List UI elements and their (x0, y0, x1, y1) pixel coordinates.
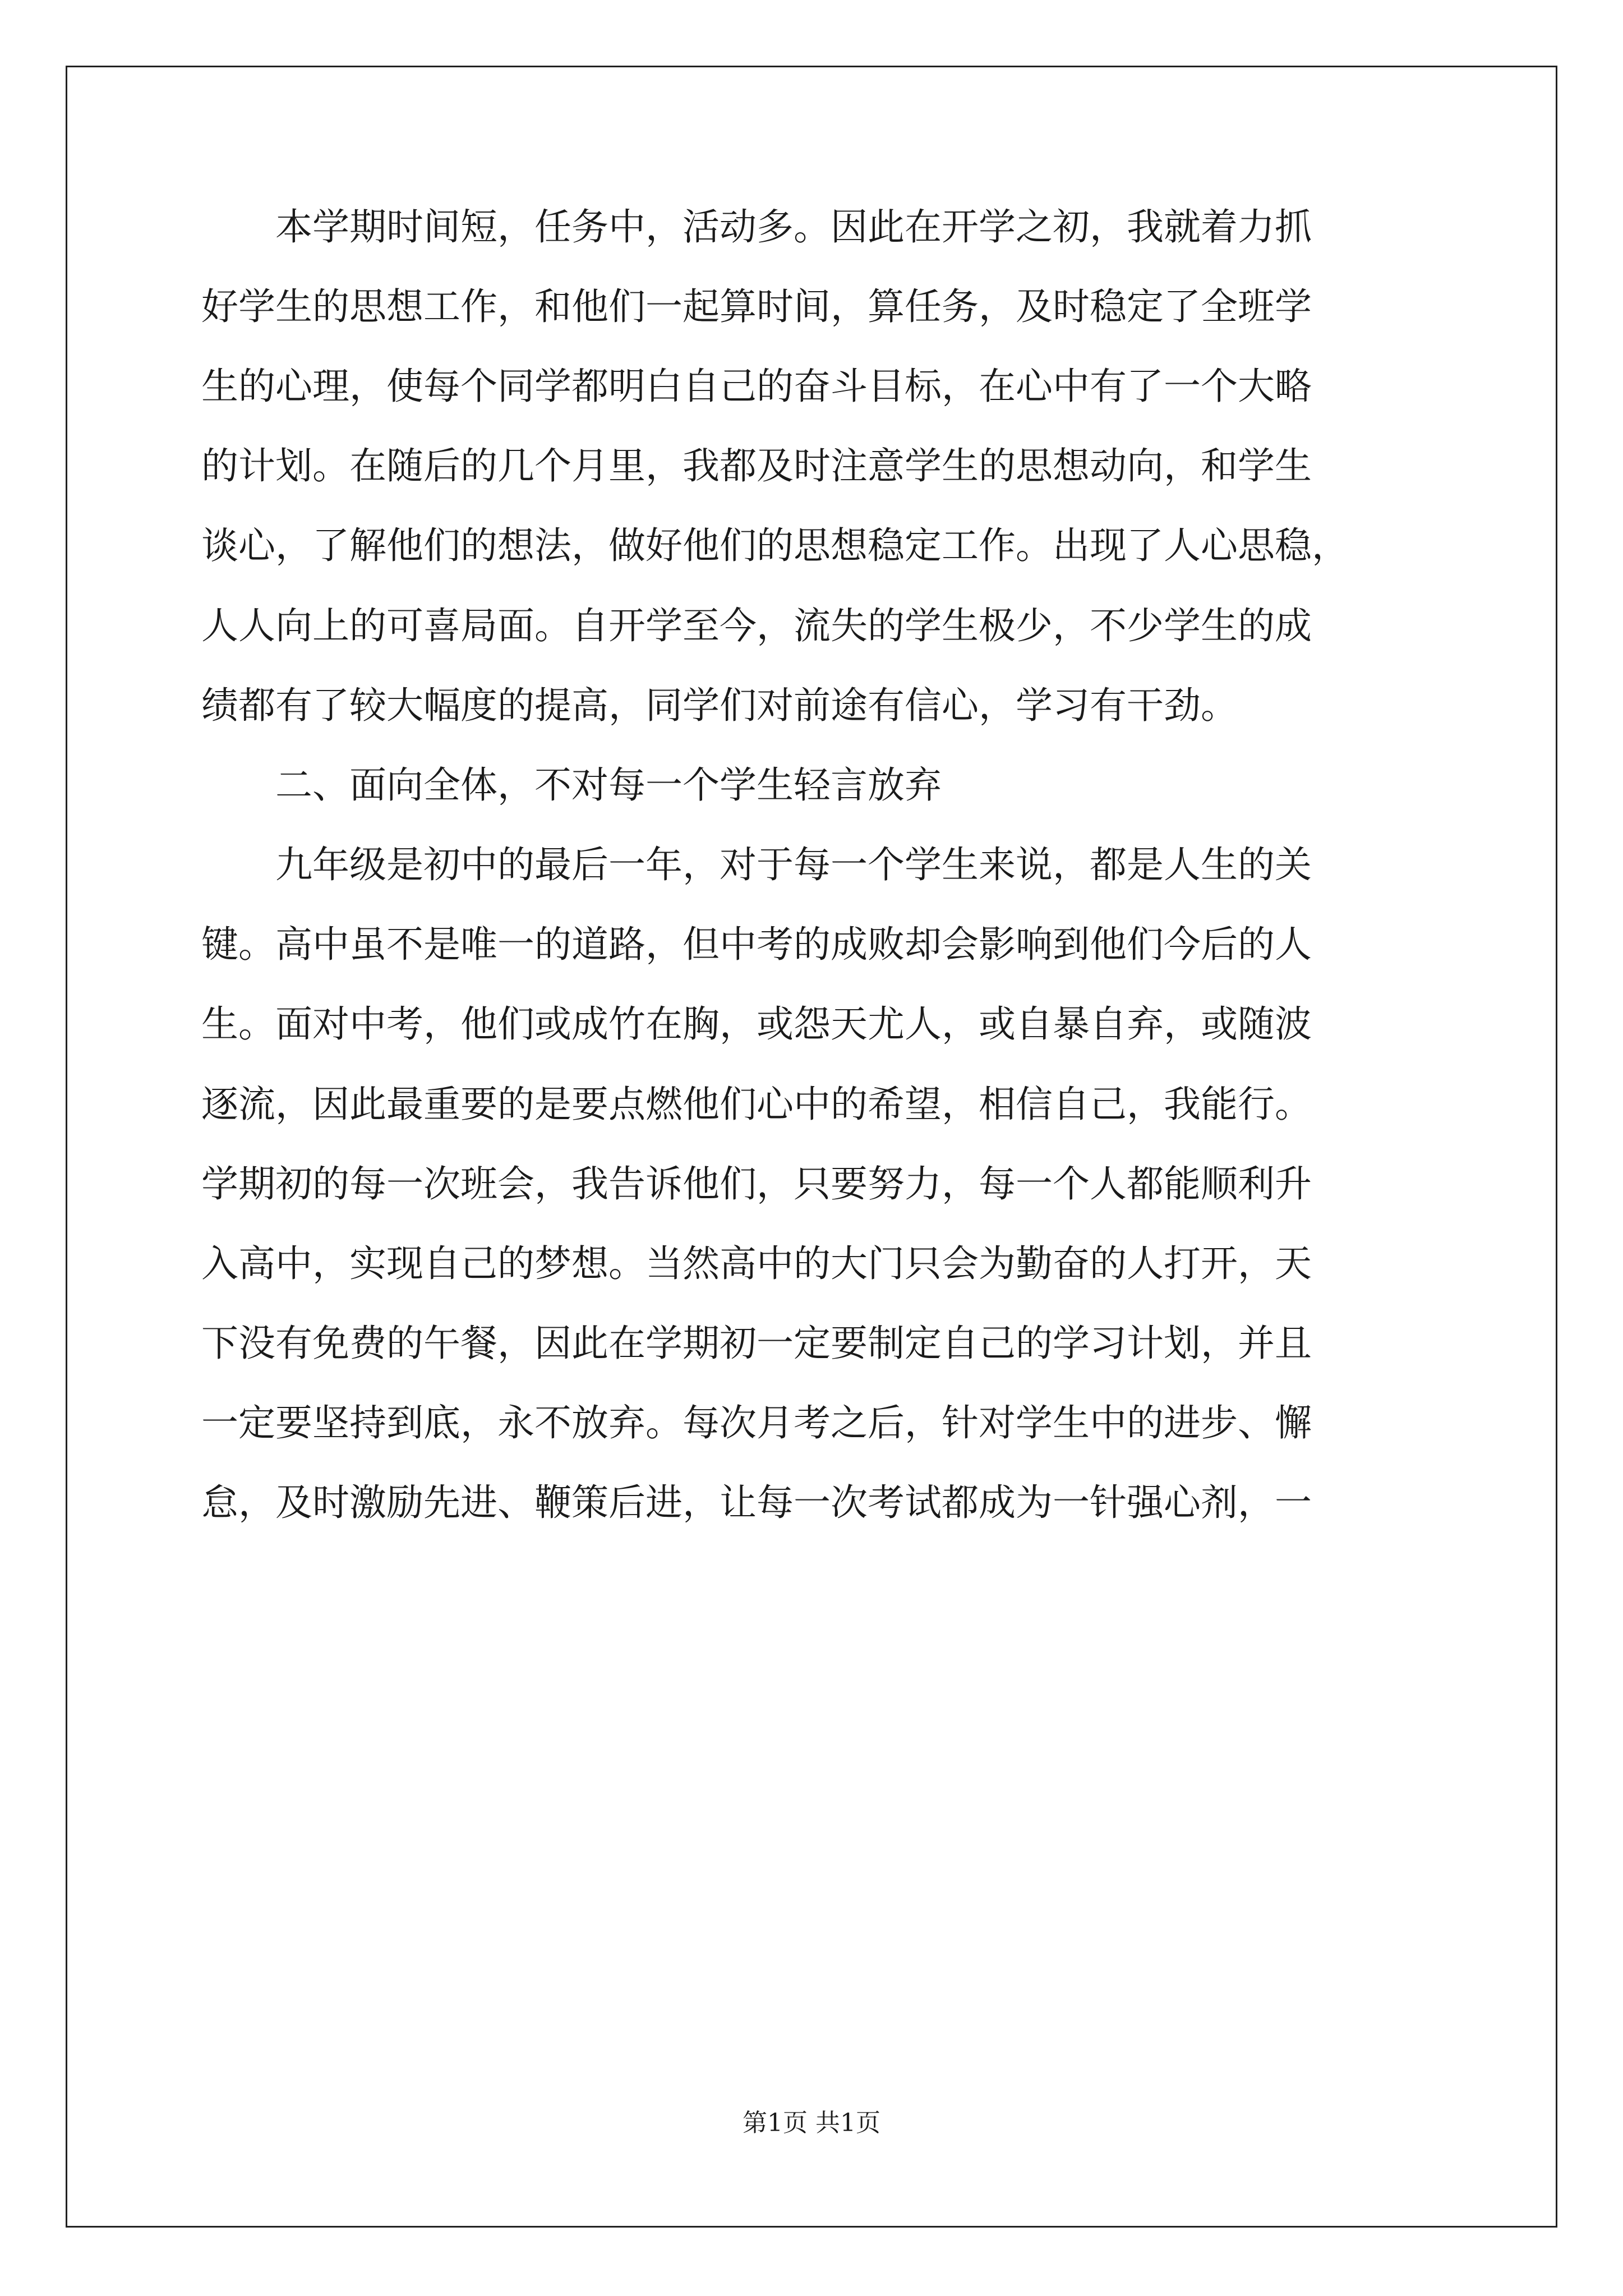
paragraph-line: 九年级是初中的最后一年，对于每一个学生来说，都是人生的关 (275, 843, 1312, 886)
paragraph-line: 绩都有了较大幅度的提高，同学们对前途有信心，学习有干劲。 (201, 684, 1238, 727)
paragraph-line: 一定要坚持到底，永不放弃。每次月考之后，针对学生中的进步、懈 (201, 1401, 1312, 1444)
paragraph-line: 本学期时间短，任务中，活动多。因此在开学之初，我就着力抓 (275, 205, 1312, 249)
paragraph-line: 谈心，了解他们的想法，做好他们的思想稳定工作。出现了人心思稳， (201, 524, 1349, 567)
paragraph-line: 逐流，因此最重要的是要点燃他们心中的希望，相信自己，我能行。 (201, 1083, 1312, 1126)
paragraph-line: 好学生的思想工作，和他们一起算时间，算任务，及时稳定了全班学 (201, 285, 1312, 328)
paragraph-line: 键。高中虽不是唯一的道路，但中考的成败却会影响到他们今后的人 (201, 923, 1312, 966)
paragraph-line: 学期初的每一次班会，我告诉他们，只要努力，每一个人都能顺利升 (201, 1162, 1312, 1205)
page-footer: 第1页 共1页 (743, 2109, 880, 2137)
paragraph-line: 的计划。在随后的几个月里，我都及时注意学生的思想动向，和学生 (201, 444, 1312, 487)
section-heading: 二、面向全体，不对每一个学生轻言放弃 (275, 763, 942, 807)
paragraph-line: 人人向上的可喜局面。自开学至今，流失的学生极少，不少学生的成 (201, 604, 1312, 647)
paragraph-line: 生的心理，使每个同学都明白自己的奋斗目标，在心中有了一个大略 (201, 365, 1312, 408)
paragraph-line: 入高中，实现自己的梦想。当然高中的大门只会为勤奋的人打开，天 (201, 1242, 1312, 1285)
paragraph-line: 生。面对中考，他们或成竹在胸，或怨天尤人，或自暴自弃，或随波 (201, 1002, 1312, 1046)
paragraph-line: 怠，及时激励先进、鞭策后进，让每一次考试都成为一针强心剂，一 (201, 1481, 1312, 1524)
paragraph-line: 下没有免费的午餐，因此在学期初一定要制定自己的学习计划，并且 (201, 1322, 1312, 1365)
